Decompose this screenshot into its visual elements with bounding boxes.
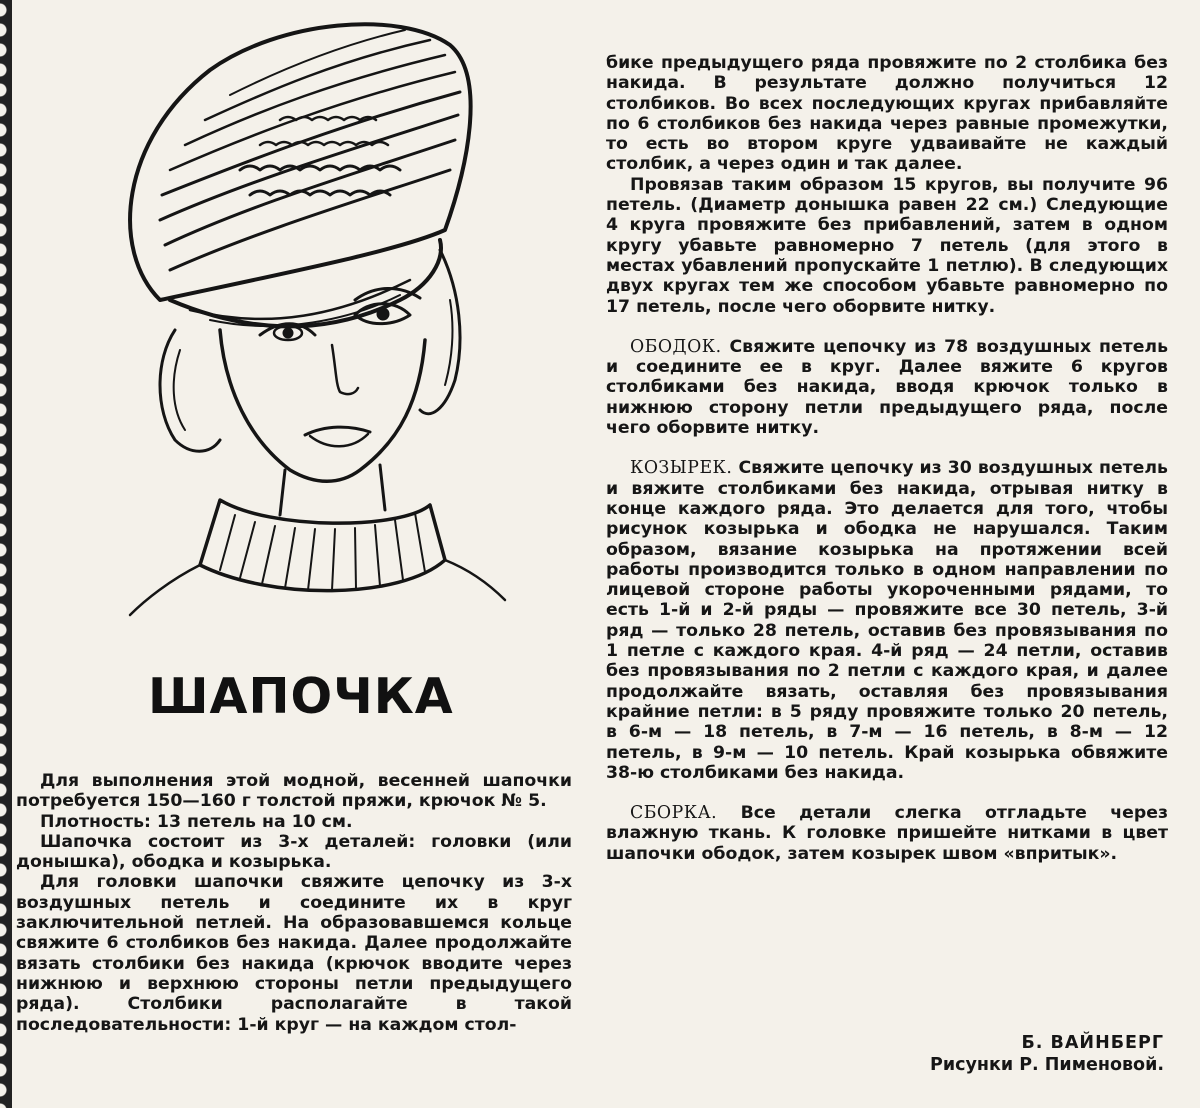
assembly-text: Все детали слегка отгладьте через влажную ткань. К головке пришейте нитками в цвет шапочки ободок, затем козырек швом «впритык». xyxy=(606,803,1168,864)
torn-page-edge xyxy=(0,0,12,1108)
left-column xyxy=(16,771,572,1035)
crown-continued-paragraph: бике предыдущего ряда провяжите по 2 столбика без накида. В результате должно получиться 12 столбиков. Во всех последующих кругах прибавляйте по 6 столбиков без накида через равные промежутки, то есть во втором круге удваивайте не каждый столбик, а через один и так далее. xyxy=(606,53,1168,175)
author-signature: Б. ВАЙНБЕРГ xyxy=(1021,1033,1164,1053)
assembly-heading: СБОРКА. xyxy=(630,803,718,824)
density-paragraph: Плотность: 13 петель на 10 см. xyxy=(40,811,353,832)
article-title: ШАПОЧКА xyxy=(148,668,454,725)
visor-text: Свяжите цепочку из 30 воздушных петель и вяжите столбиками без накида, отрывая нитку в конце каждого ряда. Это делается для того, чтобы рисунок козырька и ободка не нарушался. Таким образом, вязание козырька на протяжении всей работы производится только в одном направлении по лицевой стороне работы укороченными рядами, то есть 1-й и 2-й ряды — провяжите все 30 петель, 3-й ряд — только 28 петель, оставив без провязывания по 1 петле с каждого края. 4-й ряд — 24 петли, оставив без провязывания по 2 петли с каждого края, и далее продолжайте вязать, оставляя без провязывания крайние петли: в 5 ряду провяжите только 20 петель, в 6-м — 18 петель, в 7-м — 16 петель, в 8-м — 12 петель, в 9-м — 10 петель. Край козырька обвяжите 38-ю столбиками без накида. xyxy=(606,458,1168,783)
band-heading: ОБОДОК. xyxy=(630,336,722,357)
band-text: Свяжите цепочку из 78 воздушных петель и соедините ее в круг. Далее вяжите 6 кругов столбиками без накида, вводя крючок только в нижнюю сторону петли предыдущего ряда, после чего оборвите нитку. xyxy=(606,336,1168,439)
right-column xyxy=(606,53,1168,864)
woman-in-cap-illustration xyxy=(100,0,520,640)
band-section xyxy=(606,337,1168,438)
parts-paragraph: Шапочка состоит из 3-х деталей: головки (или донышка), ободка и козырька. xyxy=(16,831,572,873)
assembly-section xyxy=(606,803,1168,864)
intro-paragraph: Для выполнения этой модной, весенней шапочки потребуется 150—160 г толстой пряжи, крючок № 5. xyxy=(16,771,572,812)
illustrator-credit: Рисунки Р. Пименовой. xyxy=(930,1055,1164,1075)
crown-paragraph: Для головки шапочки свяжите цепочку из 3-х воздушных петель и соедините их в круг заключительной петлей. На образовавшемся кольце свяжите 6 столбиков без накида. Далее продолжайте вязать столбики без накида (крючок вводите через нижнюю и верхнюю стороны петли предыдущего ряда). Столбики располагайте в такой последовательности: 1-й круг — на каждом стол- xyxy=(16,872,572,1035)
visor-heading: КОЗЫРЕК. xyxy=(630,458,733,479)
crown-decrease-paragraph: Провязав таким образом 15 кругов, вы получите 96 петель. (Диаметр донышка равен 22 см.) Следующие 4 круга провяжите без прибавлений, затем в одном кругу убавьте равномерно 7 петель (для этого в местах убавлений пропускайте 1 петлю). В следующих двух кругах тем же способом убавьте равномерно по 17 петель, после чего оборвите нитку. xyxy=(606,174,1168,317)
visor-section xyxy=(606,458,1168,783)
